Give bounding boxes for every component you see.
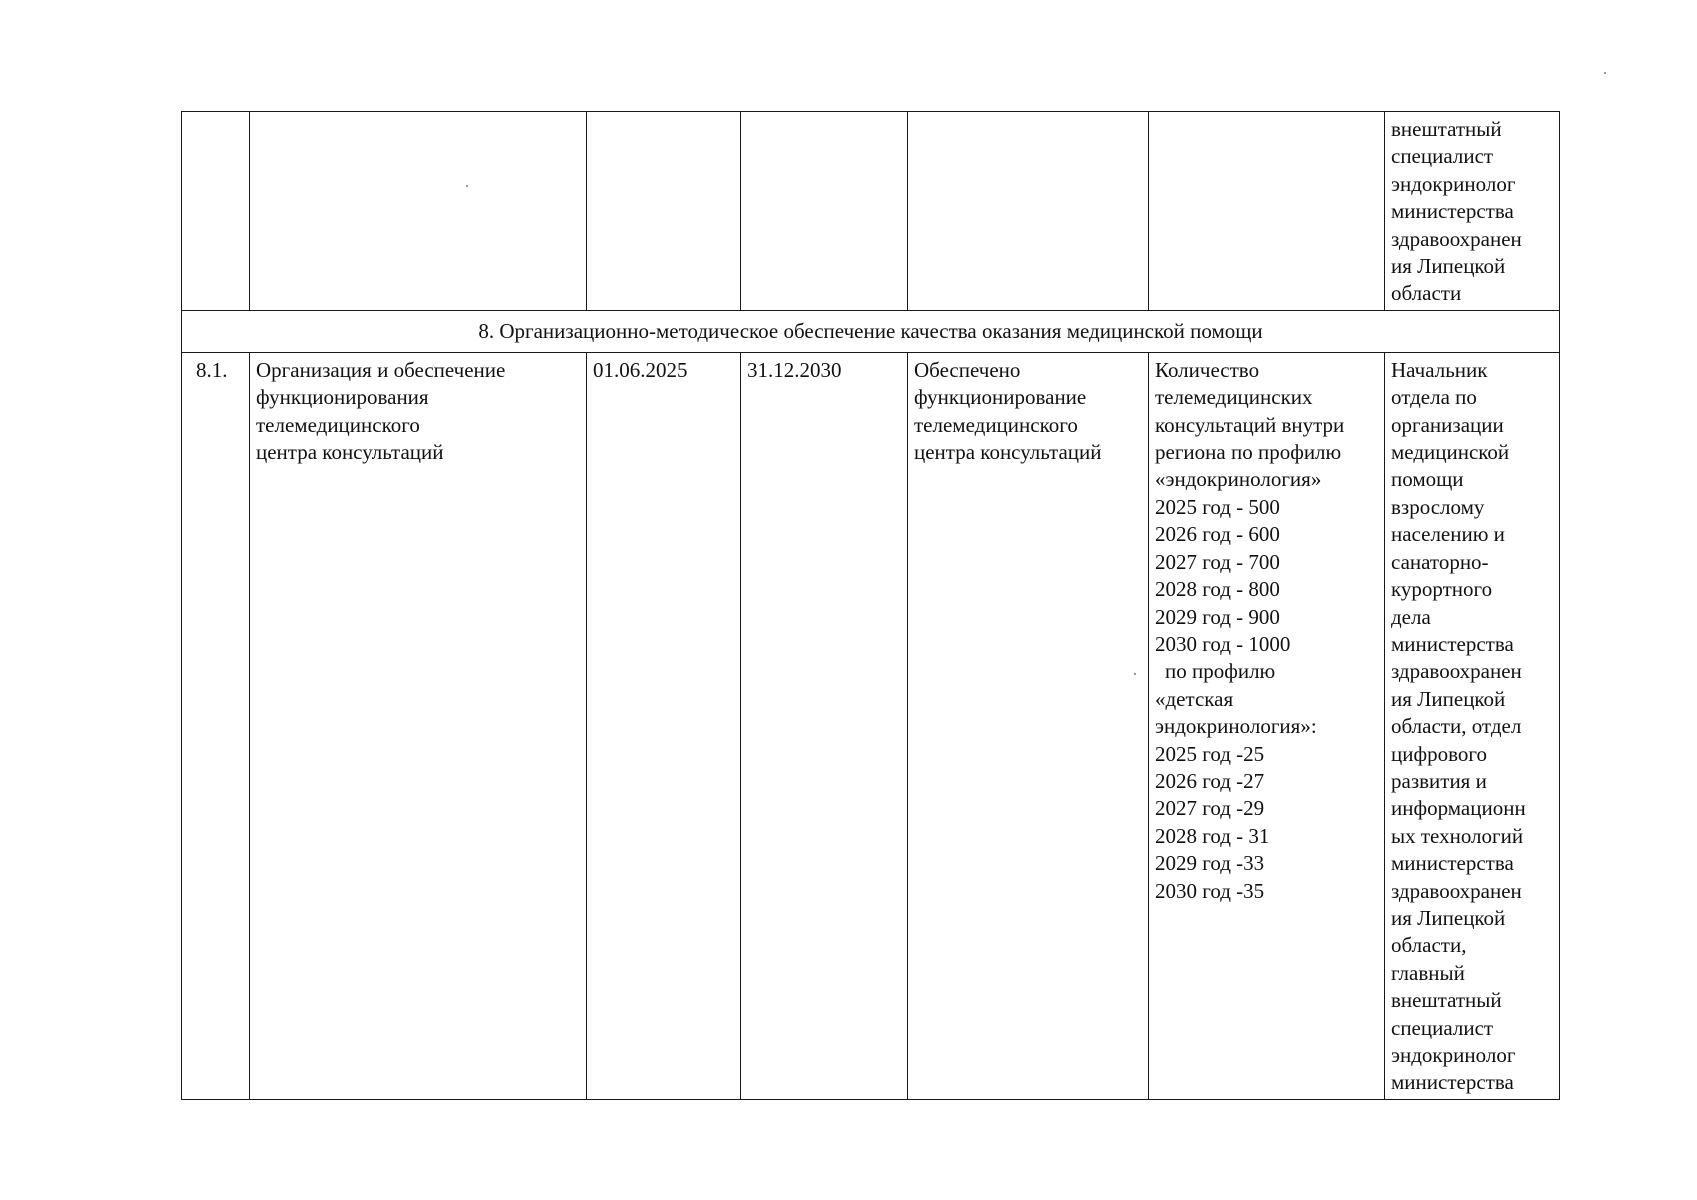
event-line: Организация и обеспечение — [256, 357, 506, 382]
responsible-line: министерства — [1391, 851, 1514, 876]
event-line: центра консультаций — [256, 440, 444, 465]
start-date-cell: 01.06.2025 — [587, 352, 741, 1099]
responsible-line: эндокринолог — [1391, 171, 1516, 196]
responsible-line: здравоохранен — [1391, 659, 1522, 684]
plan-table — [181, 111, 1560, 1100]
cell-result-empty — [908, 112, 1149, 311]
indicator-line: 2025 год -25 — [1155, 741, 1265, 766]
responsible-line: санаторно- — [1391, 549, 1489, 574]
indicator-line: по профилю — [1165, 659, 1276, 684]
responsible-line: дела — [1391, 604, 1431, 629]
responsible-line: помощи — [1391, 467, 1464, 492]
indicator-line: 2028 год - 31 — [1155, 823, 1270, 848]
event-line: функционирования — [256, 385, 429, 410]
indicator-line: эндокринология»: — [1155, 714, 1317, 739]
indicator-line: Количество — [1155, 357, 1260, 382]
responsible-line: области, — [1391, 933, 1467, 958]
table-row-8-1 — [182, 352, 1560, 1099]
responsible-line: главный — [1391, 960, 1465, 985]
result-line: телемедицинского — [914, 412, 1078, 437]
indicator-line: «эндокринология» — [1155, 467, 1322, 492]
responsible-line: развития и — [1391, 768, 1487, 793]
cell-responsible-continued — [1385, 112, 1560, 311]
end-date-cell: 31.12.2030 — [741, 352, 908, 1099]
result-line: центра консультаций — [914, 440, 1102, 465]
section-title: 8. Организационно-методическое обеспечение качества оказания медицинской помощи — [182, 310, 1560, 352]
event-line: телемедицинского — [256, 412, 420, 437]
event-cell — [250, 352, 587, 1099]
responsible-line: ия Липецкой — [1391, 254, 1506, 279]
indicator-cell — [1149, 352, 1385, 1099]
responsible-cell — [1385, 352, 1560, 1099]
responsible-line: цифрового — [1391, 741, 1487, 766]
indicator-line: 2026 год -27 — [1155, 768, 1265, 793]
indicator-line: региона по профилю — [1155, 440, 1342, 465]
indicator-line: 2026 год - 600 — [1155, 522, 1280, 547]
indicator-line: 2030 год - 1000 — [1155, 631, 1291, 656]
cell-number-empty — [182, 112, 250, 311]
responsible-line: министерства — [1391, 631, 1514, 656]
responsible-line: медицинской — [1391, 440, 1510, 465]
responsible-line: внештатный — [1391, 117, 1502, 141]
indicator-line: 2028 год - 800 — [1155, 577, 1280, 602]
cell-start-empty — [587, 112, 741, 311]
indicator-line: 2027 год - 700 — [1155, 549, 1280, 574]
responsible-line: здравоохранен — [1391, 226, 1522, 251]
responsible-line: министерства — [1391, 199, 1514, 224]
indicator-line: 2025 год - 500 — [1155, 494, 1280, 519]
plan-table-wrapper — [181, 111, 1559, 1098]
indicator-line: 2030 год -35 — [1155, 878, 1265, 903]
indicator-line: 2029 год -33 — [1155, 851, 1265, 876]
responsible-line: отдела по — [1391, 385, 1477, 410]
indicator-line: телемедицинских — [1155, 385, 1313, 410]
result-line: Обеспечено — [914, 357, 1021, 382]
responsible-line: населению и — [1391, 522, 1505, 547]
responsible-line: министерства — [1391, 1070, 1514, 1095]
responsible-line: курортного — [1391, 577, 1493, 602]
responsible-line: Начальник — [1391, 357, 1488, 382]
indicator-line: «детская — [1155, 686, 1234, 711]
result-line: функционирование — [914, 385, 1087, 410]
continuation-row — [182, 112, 1560, 311]
scan-speck — [466, 185, 468, 187]
cell-indicator-empty — [1149, 112, 1385, 311]
responsible-line: области — [1391, 281, 1462, 306]
indicator-line: 2029 год - 900 — [1155, 604, 1280, 629]
row-number: 8.1. — [182, 352, 250, 1099]
responsible-line: ых технологий — [1391, 823, 1524, 848]
responsible-line: внештатный — [1391, 988, 1502, 1013]
responsible-line: здравоохранен — [1391, 878, 1522, 903]
scan-speck — [1134, 673, 1136, 675]
indicator-line: 2027 год -29 — [1155, 796, 1265, 821]
responsible-line: ия Липецкой — [1391, 905, 1506, 930]
responsible-line: ия Липецкой — [1391, 686, 1506, 711]
scan-speck — [1604, 72, 1606, 74]
responsible-line: специалист — [1391, 1015, 1494, 1040]
result-cell — [908, 352, 1149, 1099]
indicator-line: консультаций внутри — [1155, 412, 1345, 437]
section-row — [182, 310, 1560, 352]
responsible-line: специалист — [1391, 144, 1494, 169]
responsible-line: взрослому — [1391, 494, 1485, 519]
responsible-line: информационн — [1391, 796, 1526, 821]
cell-event-empty — [250, 112, 587, 311]
responsible-line: эндокринолог — [1391, 1043, 1516, 1067]
responsible-line: организации — [1391, 412, 1504, 437]
cell-end-empty — [741, 112, 908, 311]
responsible-line: области, отдел — [1391, 714, 1522, 739]
